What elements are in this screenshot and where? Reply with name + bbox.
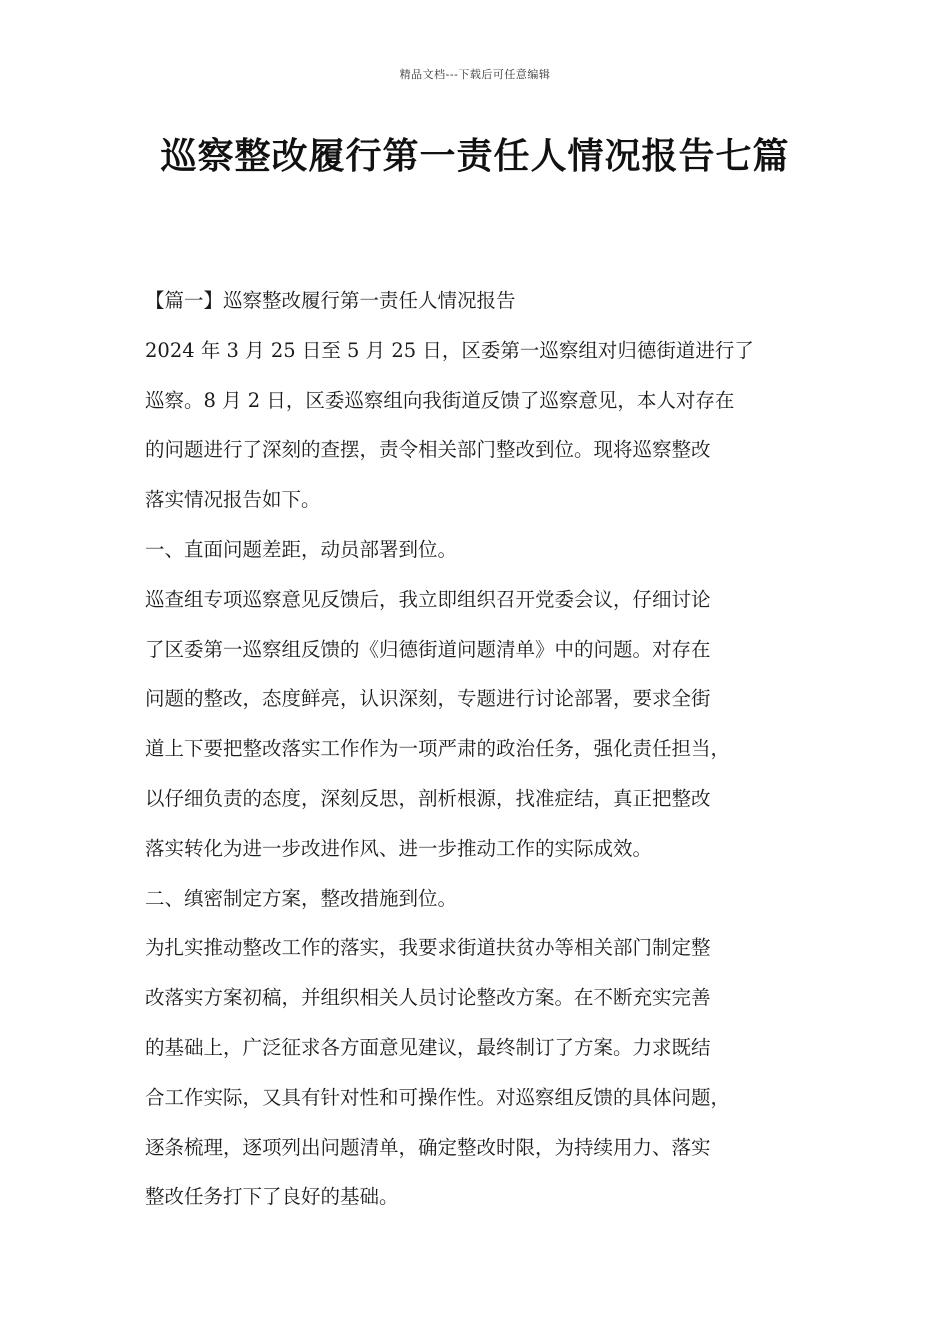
- body-line: 以仔细负责的态度，深刻反思，剖析根源，找准症结，真正把整改: [145, 786, 711, 810]
- body-line: 合工作实际，又具有针对性和可操作性。对巡察组反馈的具体问题，: [145, 1085, 731, 1109]
- body-line: 落实转化为进一步改进作风、进一步推动工作的实际成效。: [145, 836, 653, 860]
- body-line: 的基础上，广泛征求各方面意见建议，最终制订了方案。力求既结: [145, 1035, 711, 1059]
- subsection-heading: 二、缜密制定方案，整改措施到位。: [145, 886, 458, 910]
- document-body: [145, 281, 815, 1227]
- body-line: 了区委第一巡察组反馈的《归德街道问题清单》中的问题。对存在: [145, 637, 711, 661]
- section-heading: 【篇一】巡察整改履行第一责任人情况报告: [145, 289, 516, 312]
- body-line: 的问题进行了深刻的查摆，责令相关部门整改到位。现将巡察整改: [145, 438, 711, 462]
- document-title: 巡察整改履行第一责任人情况报告七篇: [160, 136, 790, 177]
- body-line: 逐条梳理，逐项列出问题清单，确定整改时限，为持续用力、落实: [145, 1135, 711, 1159]
- body-line: 改落实方案初稿，并组织相关人员讨论整改方案。在不断充实完善: [145, 986, 711, 1010]
- subsection-heading: 一、直面问题差距，动员部署到位。: [145, 537, 458, 561]
- body-line: 整改任务打下了良好的基础。: [145, 1185, 399, 1209]
- body-line: 问题的整改，态度鲜亮，认识深刻，专题进行讨论部署，要求全街: [145, 687, 711, 711]
- body-line: 落实情况报告如下。: [145, 488, 321, 512]
- body-line: 巡察。8 月 2 日，区委巡察组向我街道反馈了巡察意见，本人对存在: [145, 388, 735, 412]
- body-line: 为扎实推动整改工作的落实，我要求街道扶贫办等相关部门制定整: [145, 936, 711, 960]
- body-line: 巡查组专项巡察意见反馈后，我立即组织召开党委会议，仔细讨论: [145, 587, 711, 611]
- body-line: 2024 年 3 月 25 日至 5 月 25 日，区委第一巡察组对归德街道进行了: [145, 338, 754, 362]
- body-line: 道上下要把整改落实工作作为一项严肃的政治任务，强化责任担当，: [145, 737, 731, 761]
- page-header: 精品文档---下载后可任意编辑: [399, 68, 551, 81]
